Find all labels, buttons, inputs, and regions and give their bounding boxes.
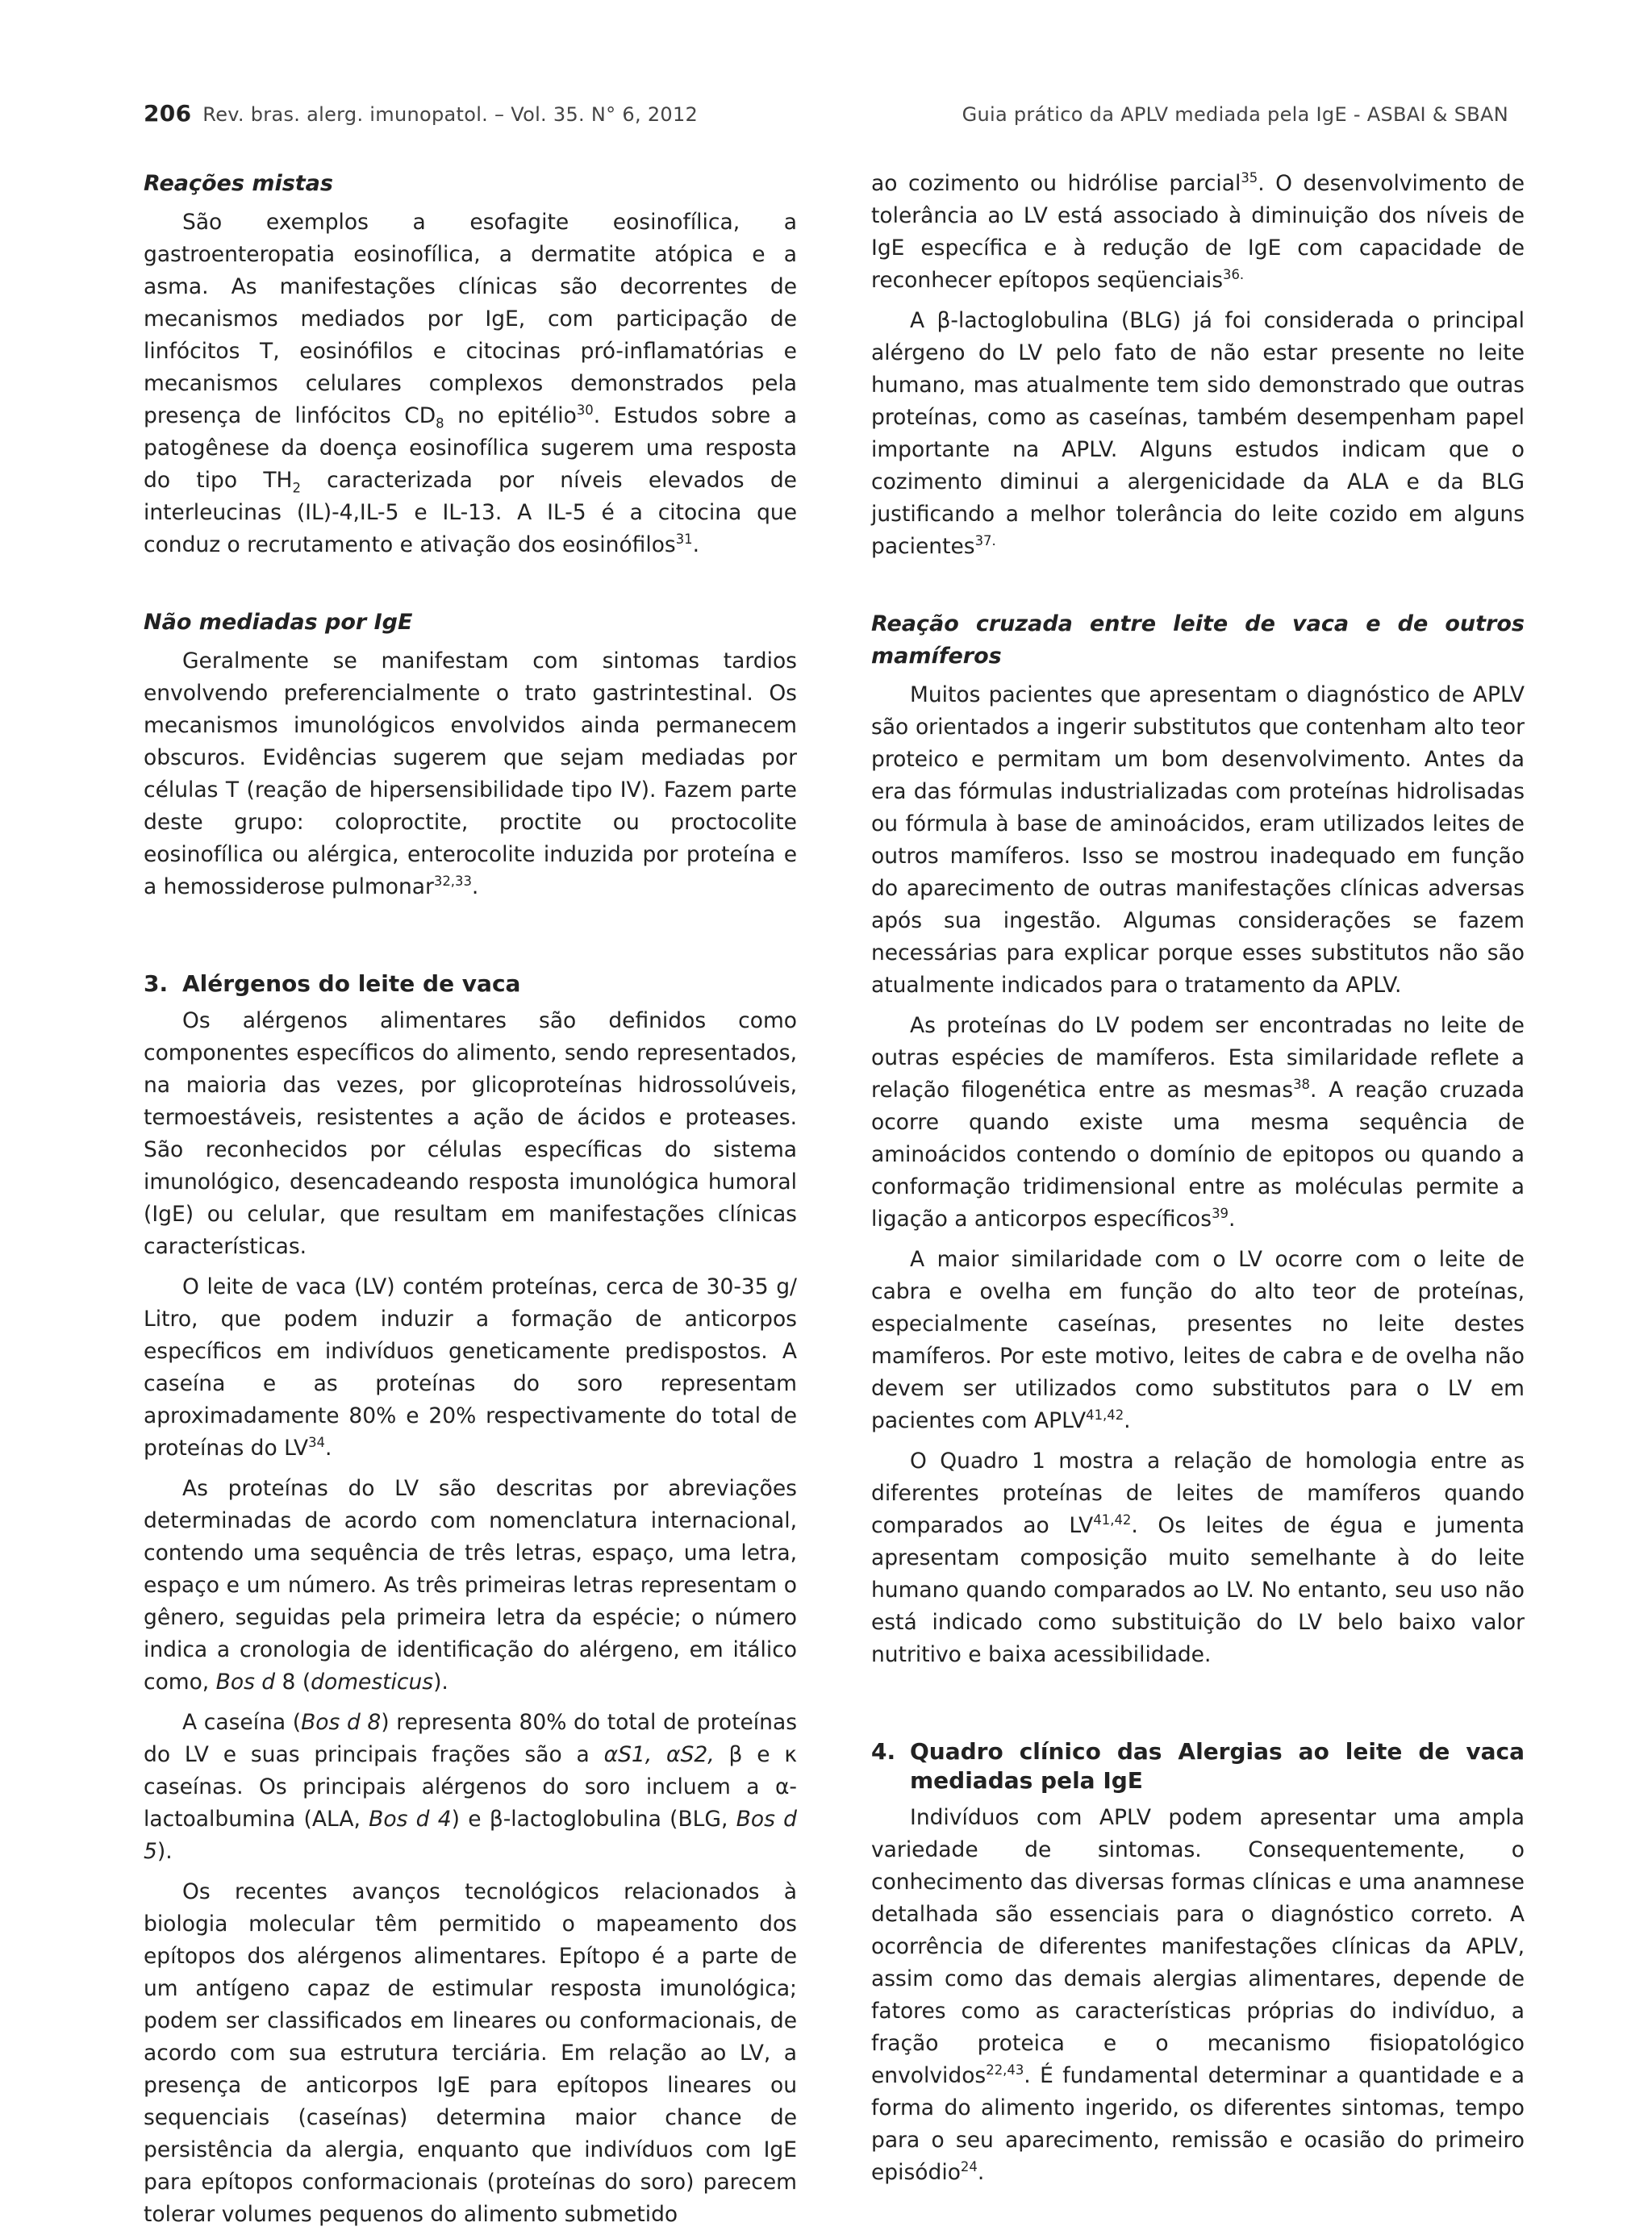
- paragraph-continuation: ao cozimento ou hidrólise parcial$^{35}$. O desenvolvimento de tolerância ao LV está associado à diminuição dos níveis de IgE específica e à redução de IgE com capacidade de reconhecer epítopos seqüenciais$^{36.}$: [871, 170, 1525, 293]
- paragraph-cruzada-2: As proteínas do LV podem ser encontradas no leite de outras espécies de mamíferos. Esta similaridade reflete a relação filogenética entre as mesmas$^{38}$. A reação cruzada ocorre quando existe uma mesma sequência de aminoácidos contendo o domínio de epitopos ou quando a conformação tridimensional entre as moléculas permite a ligação a anticorpos específicos$^{39}$.: [871, 1013, 1525, 1232]
- reference-marker: 37.: [974, 533, 996, 549]
- reference-marker: 38: [1293, 1077, 1310, 1093]
- paragraph-alergenos-4: A caseína (Bos d 8) representa 80% do total de proteínas do LV e suas principais frações são a αS1, αS2, β e κ caseínas. Os principais alérgenos do soro incluem a α-lactoalbumina (ALA, Bos d 4) e β-lactoglobulina (BLG, Bos d 5).: [144, 1710, 798, 1864]
- reference-marker: 34: [308, 1435, 326, 1451]
- reference-marker: 24: [960, 2159, 978, 2175]
- paragraph-alergenos-3: As proteínas do LV são descritas por abreviações determinadas de acordo com nomenclatura internacional, contendo uma sequência de três letras, espaço, uma letra, espaço e um número. As três primeiras letras representam o gênero, seguidas pela primeira letra da espécie; o número indica a cronologia de identificação do alérgeno, em itálico como, Bos d 8 (domesticus).: [144, 1476, 797, 1695]
- section-heading-4: 4. Quadro clínico das Alergias ao leite de vaca mediadas pela IgE: [871, 1738, 1525, 1794]
- running-header: [144, 100, 1508, 127]
- section-heading-3: 3. Alérgenos do leite de vaca: [144, 970, 521, 997]
- paragraph-cruzada-1: Muitos pacientes que apresentam o diagnóstico de APLV são orientados a ingerir substitutos que contenham alto teor proteico e permitam um bom desenvolvimento. Antes da era das fórmulas industrializadas com proteínas hidrolisadas ou fórmula à base de aminoácidos, eram utilizados leites de outros mamíferos. Isso se mostrou inadequado em função do aparecimento de outras manifestações clínicas adversas após sua ingestão. Algumas considerações se fazem necessárias para explicar porque esses substitutos não são atualmente indicados para o tratamento da APLV.: [871, 682, 1525, 998]
- paragraph-cruzada-3: A maior similaridade com o LV ocorre com o leite de cabra e ovelha em função do alto teor de proteínas, especialmente caseínas, presentes no leite destes mamíferos. Por este motivo, leites de cabra e de ovelha não devem ser utilizados como substitutos para o LV em pacientes com APLV$^{41,42}$.: [871, 1247, 1525, 1433]
- paragraph-alergenos-5: Os recentes avanços tecnológicos relacionados à biologia molecular têm permitido o mapeamento dos epítopos dos alérgenos alimentares. Epítopo é a parte de um antígeno capaz de estimular resposta imunológica; podem ser classificados em lineares ou conformacionais, de acordo com sua estrutura terciária. Em relação ao LV, a presença de anticorpos IgE para epítopos lineares ou sequenciais (caseínas) determina maior chance de persistência da alergia, enquanto que indivíduos com IgE para epítopos conformacionais (proteínas do soro) parecem tolerar volumes pequenos do alimento submetido: [144, 1879, 797, 2227]
- reference-marker: 39: [1212, 1206, 1229, 1222]
- reference-marker: 32,33: [433, 874, 472, 890]
- header-left: [144, 100, 698, 127]
- paragraph-quadro-clinico: Indivíduos com APLV podem apresentar uma ampla variedade de sintomas. Consequentemente, o conhecimento das diversas formas clínicas e uma anamnese detalhada são essenciais para o diagnóstico correto. A ocorrência de diferentes manifestações clínicas da APLV, assim como das demais alergias alimentares, depende de fatores como as características próprias do indivíduo, a fração proteica e o mecanismo fisiopatológico envolvidos$^{22,43}$. É fundamental determinar a quantidade e a forma do alimento ingerido, os diferentes sintomas, tempo para o seu aparecimento, remissão e ocasião do primeiro episódio$^{24}$.: [871, 1805, 1525, 2185]
- reference-marker: 36.: [1223, 267, 1245, 283]
- right-column: [871, 168, 1525, 2197]
- paragraph-nao-mediadas: Geralmente se manifestam com sintomas tardios envolvendo preferencialmente o trato gastrintestinal. Os mecanismos imunológicos envolvidos ainda permanecem obscuros. Evidências sugerem que sejam mediadas por células T (reação de hipersensibilidade tipo IV). Fazem parte deste grupo: coloproctite, proctite ou proctocolite eosinofílica ou alérgica, enterocolite induzida por proteína e a hemossiderose pulmonar$^{32,33}$.: [144, 648, 797, 899]
- subhead-reacao-cruzada: Reação cruzada entre leite de vaca e de outros mamíferos: [871, 611, 1525, 669]
- paragraph-alergenos-1: Os alérgenos alimentares são definidos como componentes específicos do alimento, sendo representados, na maioria das vezes, por glicoproteínas hidrossolúveis, termoestáveis, resistentes a ação de ácidos e proteases. São reconhecidos por células específicas do sistema imunológico, desencadeando resposta imunológica humoral (IgE) ou celular, que resultam em manifestações clínicas características.: [144, 1008, 797, 1259]
- page-number: 206: [144, 100, 192, 127]
- paragraph-blg: A β-lactoglobulina (BLG) já foi considerada o principal alérgeno do LV pelo fato de não estar presente no leite humano, mas atualmente tem sido demonstrado que outras proteínas, como as caseínas, também desempenham papel importante na APLV. Alguns estudos indicam que o cozimento diminui a alergenicidade da ALA e da BLG justificando a melhor tolerância do leite cozido em alguns pacientes$^{37.}$: [871, 308, 1525, 559]
- reference-marker: 31: [675, 532, 693, 548]
- reference-marker: 41,42: [1093, 1512, 1132, 1528]
- paragraph-cruzada-4: O Quadro 1 mostra a relação de homologia entre as diferentes proteínas de leites de mamíferos quando comparados ao LV$^{41,42}$. Os leites de égua e jumenta apresentam composição muito semelhante à do leite humano quando comparados ao LV. No entanto, seu uso não está indicado como substituição do LV belo baixo valor nutritivo e baixa acessibilidade.: [871, 1449, 1525, 1667]
- paragraph-mistas: São exemplos a esofagite eosinofílica, a gastroenteropatia eosinofílica, a dermatite atópica e a asma. As manifestações clínicas são decorrentes de mecanismos mediados por IgE, com participação de linfócitos T, eosinófilos e citocinas pró-inflamatórias e mecanismos celulares complexos demonstrados pela presença de linfócitos $CD_8$ no epitélio$^{30}$. Estudos sobre a patogênese da doença eosinofílica sugerem uma resposta do tipo $TH_2$ caracterizada por níveis elevados de interleucinas (IL)-4,IL-5 e IL-13. A IL-5 é a citocina que conduz o recrutamento e ativação dos eosinófilos$^{31}$.: [144, 210, 797, 557]
- subhead-reacoes-mistas: Reações mistas: [144, 171, 333, 196]
- subhead-nao-mediadas: Não mediadas por IgE: [144, 610, 413, 635]
- reference-marker: 35: [1241, 170, 1258, 186]
- left-column: [144, 168, 797, 2239]
- reference-marker: 30: [576, 402, 594, 419]
- journal-citation: Rev. bras. alerg. imunopatol. – Vol. 35. N° 6, 2012: [202, 103, 699, 126]
- paragraph-alergenos-2: O leite de vaca (LV) contém proteínas, cerca de 30-35 g/ Litro, que podem induzir a formação de anticorpos específicos em indivíduos geneticamente predispostos. A caseína e as proteínas do soro representam aproximadamente 80% e 20% respectivamente do total de proteínas do LV$^{34}$.: [144, 1274, 797, 1461]
- reference-marker: 22,43: [986, 2062, 1024, 2078]
- reference-marker: 41,42: [1086, 1407, 1124, 1424]
- running-title: Guia prático da APLV mediada pela IgE - ASBAI & SBAN: [962, 103, 1508, 126]
